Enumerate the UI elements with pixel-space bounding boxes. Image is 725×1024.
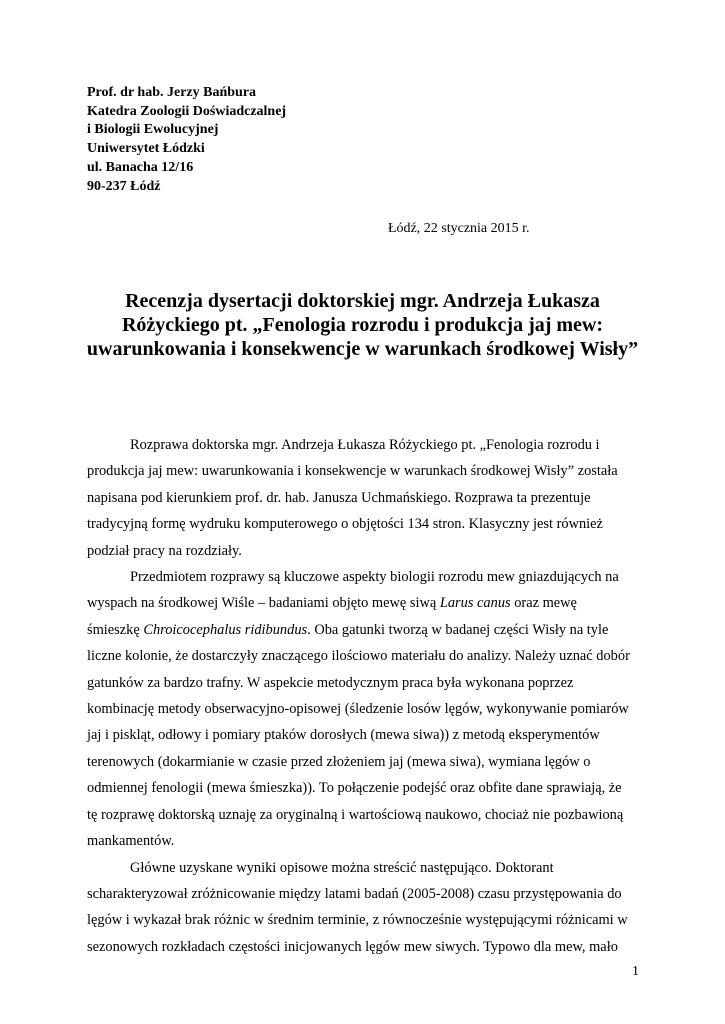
sender-university: Uniwersytet Łódzki <box>87 141 205 157</box>
title-line: Recenzja dysertacji doktorskiej mgr. Andrzeja Łukasza <box>125 290 600 312</box>
page-number: 1 <box>632 964 639 979</box>
text-line: tradycyjną formę wydruku komputerowego o objętości 134 stron. Klasyczny jest również <box>87 516 603 533</box>
sender-name: Prof. dr hab. Jerzy Bańbura <box>87 85 257 100</box>
text-line: podział pracy na rozdziały. <box>87 542 242 559</box>
letter-date: Łódź, 22 stycznia 2015 r. <box>388 221 530 236</box>
text-line <box>87 590 657 616</box>
text-line: sezonowych rozkładach częstości inicjowanych lęgów mew siwych. Typowo dla mew, mało <box>87 938 618 955</box>
text-fragment: . Oba gatunki tworzą w badanej części Wisły na tyle <box>307 621 609 638</box>
sender-department-cont: i Biologii Ewolucyjnej <box>87 122 219 138</box>
sender-street: ul. Banacha 12/16 <box>87 159 194 175</box>
sender-postal-city: 90-237 Łódź <box>87 178 161 194</box>
text-line: gatunków za bardzo trafny. W aspekcie metodycznym praca była wykonana poprzez <box>87 674 574 691</box>
text-line: mankamentów. <box>87 833 175 850</box>
title-line: Różyckiego pt. „Fenologia rozrodu i produkcja jaj mew: <box>121 314 604 336</box>
text-fragment: wyspach na środkowej Wiśle – badaniami objęto mewę siwą <box>87 595 440 612</box>
text-line: tę rozprawę doktorską uznaję za oryginalną i wartościową naukowo, chociaż nie pozbawioną <box>87 806 624 823</box>
document-title <box>60 289 665 361</box>
text-line: liczne kolonie, że dostarczyły znaczącego ilościowo materiału do analizy. Należy uznać dobór <box>87 648 630 665</box>
text-line: odmiennej fenologii (mewa śmieszka)). To połączenie podejść oraz obfite dane sprawiają, że <box>87 780 622 797</box>
text-line: Przedmiotem rozprawy są kluczowe aspekty biologii rozrodu mew gniazdujących na <box>130 569 619 586</box>
paragraph-1 <box>87 432 657 564</box>
paragraph-3 <box>87 855 657 961</box>
sender-department: Katedra Zoologii Doświadczalnej <box>87 103 287 119</box>
title-line: uwarunkowania i konsekwencje w warunkach środkowej Wisły” <box>86 338 639 360</box>
sender-address-block <box>87 84 286 196</box>
text-line: napisana pod kierunkiem prof. dr. hab. Janusza Uchmańskiego. Rozprawa ta prezentuje <box>87 489 591 506</box>
text-line: jaj i piskląt, odłowy i pomiary ptaków dorosłych (mewa siwa)) z metodą eksperymentów <box>87 727 600 744</box>
text-fragment: oraz mewę <box>510 595 577 612</box>
review-body <box>87 432 657 960</box>
species-name: Chroicocephalus ridibundus <box>143 621 308 638</box>
text-line: terenowych (dokarmianie w czasie przed złożeniem jaj (mewa siwa), wymiana lęgów o <box>87 753 591 770</box>
text-line: kombinację metody obserwacyjno-opisowej (śledzenie losów lęgów, wykonywanie pomiarów <box>87 701 629 718</box>
text-line: Rozprawa doktorska mgr. Andrzeja Łukasza Różyckiego pt. „Fenologia rozrodu i <box>130 437 600 453</box>
text-line: produkcja jaj mew: uwarunkowania i konsekwencje w warunkach środkowej Wisły” została <box>87 463 618 480</box>
text-line: lęgów i wykazał brak różnic w średnim terminie, z równocześnie występującymi różnicami w <box>87 912 628 929</box>
text-line: Główne uzyskane wyniki opisowe można streścić następująco. Doktorant <box>130 859 554 876</box>
text-line <box>87 617 657 643</box>
text-line: scharakteryzował zróżnicowanie między latami badań (2005-2008) czasu przystępowania do <box>87 885 622 902</box>
text-fragment: śmieszkę <box>87 621 144 638</box>
species-name: Larus canus <box>439 595 511 612</box>
paragraph-2 <box>87 564 657 854</box>
